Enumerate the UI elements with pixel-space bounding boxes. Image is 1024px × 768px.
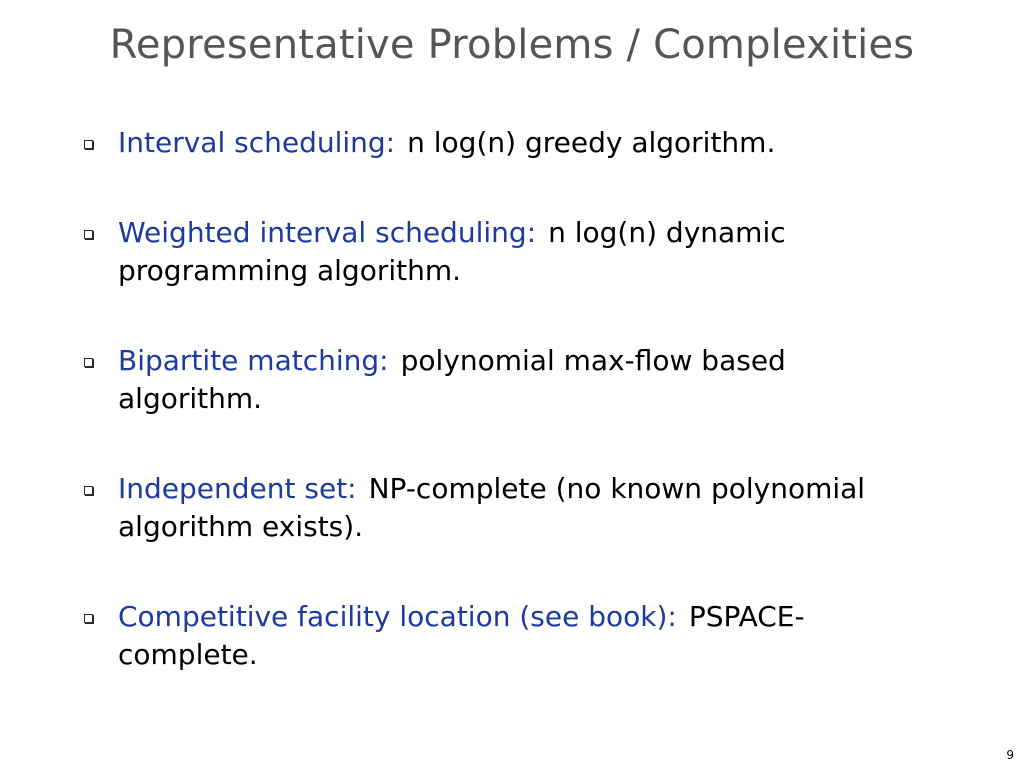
square-bullet-icon	[84, 358, 93, 367]
square-bullet-icon	[84, 614, 93, 623]
bullet-description: n log(n) greedy algorithm.	[407, 126, 776, 159]
bullet-item-independent-set	[82, 470, 922, 546]
bullet-description: PSPACE-complete.	[118, 600, 805, 671]
page-number: 9	[1006, 748, 1014, 762]
bullet-list	[82, 124, 922, 674]
bullet-description: n log(n) dynamic programming algorithm.	[118, 216, 786, 287]
bullet-term: Competitive facility location (see book):	[118, 600, 677, 633]
bullet-term: Weighted interval scheduling:	[118, 216, 537, 249]
square-bullet-icon	[84, 230, 93, 239]
square-bullet-icon	[84, 486, 93, 495]
bullet-term: Bipartite matching:	[118, 344, 389, 377]
bullet-term: Independent set:	[118, 472, 357, 505]
bullet-description: NP-complete (no known polynomial algorithm exists).	[118, 472, 866, 543]
bullet-item-interval-scheduling	[82, 124, 922, 162]
bullet-term: Interval scheduling:	[118, 126, 396, 159]
slide-title: Representative Problems / Complexities	[109, 22, 915, 68]
bullet-description: polynomial max-flow based algorithm.	[118, 344, 786, 415]
bullet-item-weighted-interval-scheduling	[82, 214, 922, 290]
bullet-item-bipartite-matching	[82, 342, 922, 418]
bullet-item-competitive-facility-location	[82, 598, 922, 674]
square-bullet-icon	[84, 140, 93, 149]
